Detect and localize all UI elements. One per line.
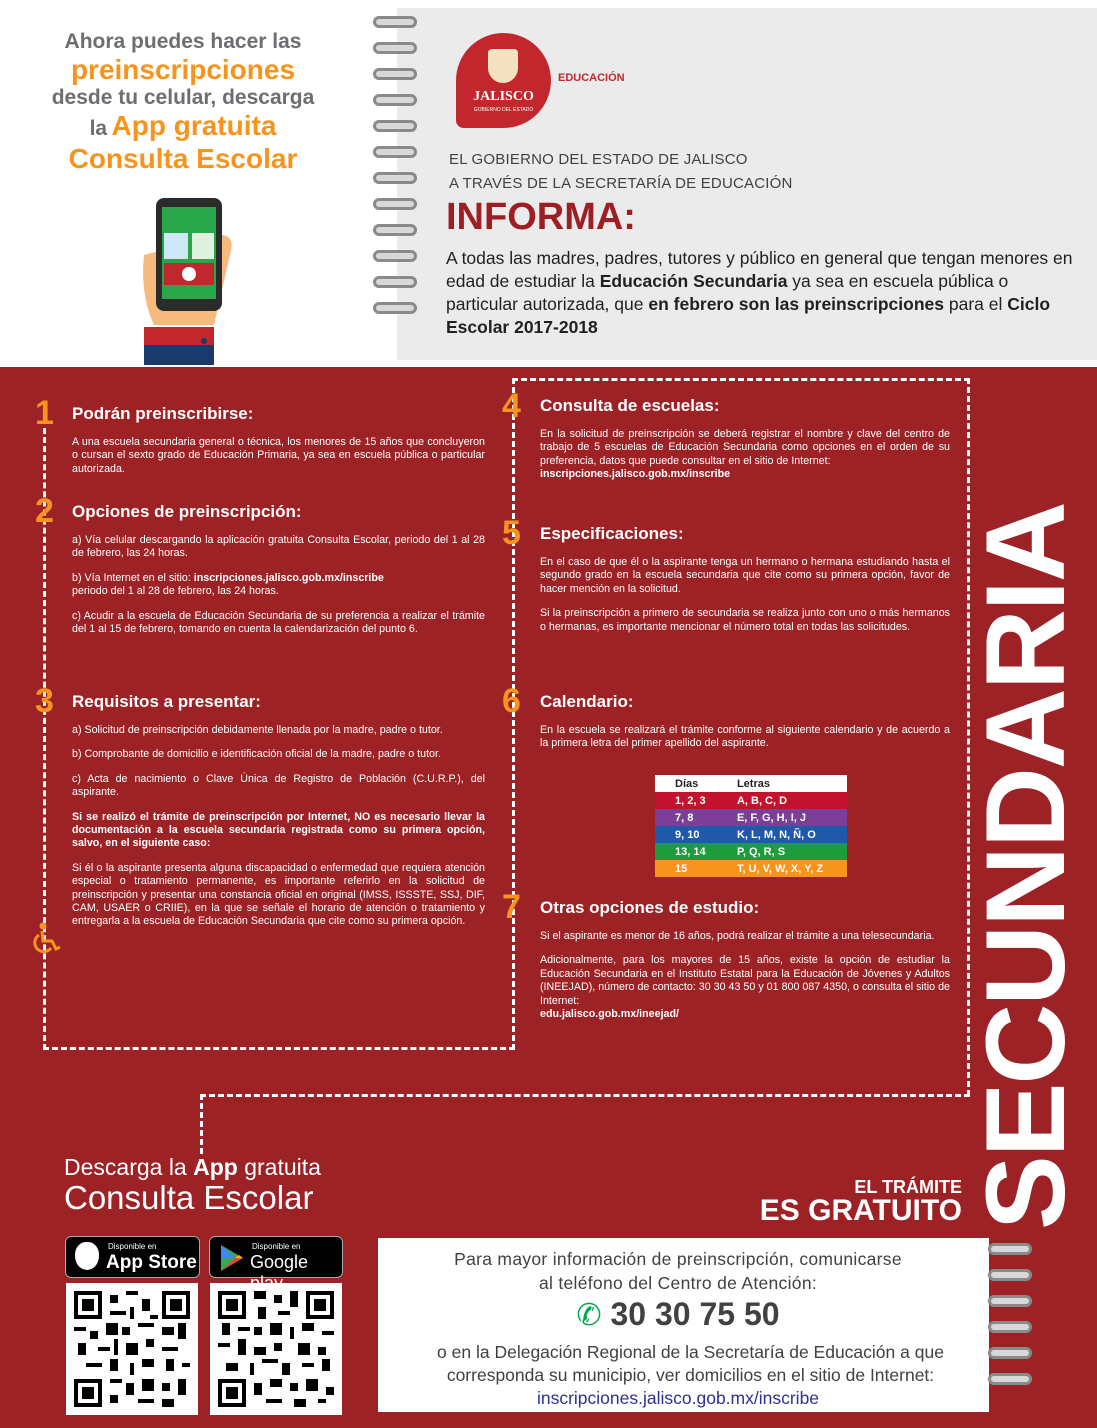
section-1 <box>72 404 485 487</box>
section-1-number: 1 <box>35 394 54 432</box>
section-1-title: Podrán preinscribirse: <box>72 404 254 423</box>
vertical-title: SECUNDARIA <box>963 503 1088 1230</box>
contact-delegation: o en la Delegación Regional de la Secretaría de Educación a que corresponda su municipio, ver domicilios en el sitio de Internet: <box>437 1342 944 1385</box>
apple-icon <box>75 1242 99 1270</box>
app-store-small: Disponible en <box>108 1242 157 1251</box>
section-5 <box>540 524 950 645</box>
download-app-name: Consulta Escolar <box>64 1179 314 1217</box>
header-letters: Letras <box>717 775 847 792</box>
section-5-text-1: En el caso de que él o la aspirante tenga un hermano o hermana estudiando hasta el segundo grado en la escuela secundaria que cite como su primera opción, favor de hacer mención en la solicitud. <box>540 556 950 595</box>
section-6-title: Calendario: <box>540 692 634 711</box>
google-play-small: Disponible en <box>252 1242 301 1251</box>
section-6 <box>540 692 950 762</box>
google-play-icon <box>219 1244 245 1272</box>
section-4-url[interactable]: inscripciones.jalisco.gob.mx/inscribe <box>540 468 731 481</box>
app-store-label: App Store <box>106 1252 197 1273</box>
spiral-binding-top <box>373 16 423 328</box>
calendar-row: 15 T, U, V, W, X, Y, Z <box>655 860 847 877</box>
spiral-binding-bottom <box>988 1243 1038 1399</box>
gov-line1: EL GOBIERNO DEL ESTADO DE JALISCO <box>449 151 748 168</box>
section-3 <box>72 692 485 940</box>
gov-line2: A TRAVÉS DE LA SECRETARÍA DE EDUCACIÓN <box>449 175 793 192</box>
section-7-url[interactable]: edu.jalisco.gob.mx/ineejad/ <box>540 1008 679 1021</box>
section-5-number: 5 <box>502 514 521 552</box>
requirement-c: c) Acta de nacimiento o Clave Única de Registro de Población (C.U.R.P.), del aspirante. <box>72 772 485 799</box>
contact-intro: Para mayor información de preinscripción, comunicarse al teléfono del Centro de Atención: <box>454 1249 902 1293</box>
jalisco-logo <box>456 33 551 128</box>
dashed-path-lower <box>200 1094 970 1097</box>
qr-code-icon <box>218 1291 334 1407</box>
section-4 <box>540 396 950 493</box>
internet-note: Si se realizó el trámite de preinscripción por Internet, NO es necesario llevar la documentación a la escuela secundaria registrada como su primera opción, salvo, en el siguiente caso: <box>72 810 485 850</box>
dashed-path-top <box>512 378 970 381</box>
option-b-text: b) Vía Internet en el sitio: inscripciones.jalisco.gob.mx/inscribe periodo del 1 al 28 de febrero, las 24 horas. <box>72 571 384 598</box>
dashed-path-down <box>200 1094 203 1154</box>
google-play-label: Google <box>250 1252 309 1272</box>
dashed-path-bottom-left <box>43 1047 515 1050</box>
logo-subtext: GOBIERNO DEL ESTADO <box>473 107 534 113</box>
section-5-title: Especificaciones: <box>540 524 684 543</box>
section-4-title: Consulta de escuelas: <box>540 396 720 415</box>
qr-code-app-store[interactable] <box>66 1283 198 1415</box>
section-6-number: 6 <box>502 682 521 720</box>
header-days: Días <box>655 775 717 792</box>
qr-code-icon <box>74 1291 190 1407</box>
calendar-row: 9, 10 K, L, M, N, Ñ, O <box>655 826 847 843</box>
promo-line5: Consulta Escolar <box>68 142 298 174</box>
requirement-b: b) Comprobante de domicilio e identificación oficial de la madre, padre o tutor. <box>72 748 441 761</box>
promo-line1: Ahora puedes hacer las <box>64 30 302 53</box>
government-text <box>449 148 793 196</box>
disability-note: Si él o la aspirante presenta alguna discapacidad o enfermedad que requiera atención especial o tratamiento permanente, es importante referirlo en la solicitud de preinscripción y presentar una constancia oficial en original (IMSS, ISSSTE, SSJ, DIF, CAM, USAER o CRIIE), en la que se señale el horario de atención o tratamiento y entregarla a la escuela de Educación Secundaria que cite como su primera opción. <box>72 861 485 928</box>
section-6-text: En la escuela se realizará el trámite conforme al siguiente calendario y de acuerdo a la primera letra del primer apellido del aspirante. <box>540 724 950 750</box>
phone-in-hand-icon <box>140 195 250 365</box>
section-2 <box>72 502 485 647</box>
promo-line4-pre: la <box>89 117 108 141</box>
section-7 <box>540 898 950 1032</box>
calendar-header <box>655 775 847 792</box>
phone-icon: ✆ <box>576 1299 602 1332</box>
tramite-line2: ES GRATUITO <box>759 1194 962 1227</box>
informa-heading: INFORMA: <box>446 196 636 238</box>
section-7-number: 7 <box>502 888 521 926</box>
logo-text: JALISCO <box>473 89 534 104</box>
option-a-text: a) Vía celular descargando la aplicación gratuita Consulta Escolar, periodo del 1 al 28 de febrero, las 24 horas. <box>72 534 485 560</box>
section-7-text-1: Si el aspirante es menor de 16 años, podrá realizar el trámite a una telesecundaria. <box>540 930 935 942</box>
section-3-number: 3 <box>35 682 54 720</box>
contact-url[interactable]: inscripciones.jalisco.gob.mx/inscribe <box>536 1388 820 1408</box>
calendar-row: 1, 2, 3 A, B, C, D <box>655 792 847 809</box>
calendar-row: 7, 8 E, F, G, H, I, J <box>655 809 847 826</box>
phone-number: 30 30 75 50 <box>610 1296 780 1332</box>
section-4-number: 4 <box>502 387 521 425</box>
section-3-title: Requisitos a presentar: <box>72 692 261 711</box>
contact-phone[interactable] <box>378 1296 978 1333</box>
app-store-button[interactable] <box>65 1236 200 1278</box>
qr-code-google-play[interactable] <box>210 1283 342 1415</box>
section-4-text: En la solicitud de preinscripción se deberá registrar el nombre y clave del centro de trabajo de 5 escuelas de Educación Secundaria como opciones en el orden de su preferencia, datos que puede consultar en el sitio de Internet: <box>540 428 950 467</box>
option-c-text: c) Acudir a la escuela de Educación Secundaria de su preferencia a realizar el trámite del 1 al 15 de febrero, tomando en cuenta la calendarización del punto 6. <box>72 609 485 636</box>
coat-of-arms-icon <box>488 49 518 83</box>
header-section <box>0 0 1097 367</box>
section-5-text-2: Si la preinscripción a primero de secundaria se realiza junto con uno o más hermanos o hermanas, es importante mencionar el número total en todas las solicitudes. <box>540 607 950 633</box>
calendar-row: 13, 14 P, Q, R, S <box>655 843 847 860</box>
option-b-url[interactable]: inscripciones.jalisco.gob.mx/inscribe <box>193 571 384 584</box>
download-app-heading: Descarga la App gratuita Consulta Escolar <box>64 1154 321 1217</box>
google-play-button[interactable] <box>209 1236 343 1278</box>
calendar-table <box>655 775 847 877</box>
education-label: EDUCACIÓN <box>558 72 625 84</box>
free-procedure-badge <box>740 1178 962 1226</box>
promo-line4-app: App gratuita <box>111 110 277 142</box>
promo-line2: preinscripciones <box>70 54 296 86</box>
section-7-text-2: Adicionalmente, para los mayores de 15 años, existe la opción de estudiar la Educación Secundaria en el Instituto Estatal para la Educación de Jóvenes y Adultos (INEEJAD), número de contacto: 30 30 43 50 y 01 800 087 4350, o consulta el sitio de Internet: <box>540 954 950 1007</box>
contact-info-box <box>378 1238 989 1412</box>
wheelchair-icon <box>33 922 63 954</box>
section-1-text: A una escuela secundaria general o técnica, los menores de 15 años que concluyeron o cursan el sexto grado de Educación Primaria, ya sea en escuela pública o particular autorizada. <box>72 436 485 475</box>
section-7-title: Otras opciones de estudio: <box>540 898 760 917</box>
promo-line3: desde tu celular, descarga <box>51 86 315 110</box>
tramite-line1: EL TRÁMITE <box>854 1177 962 1197</box>
notice-text: A todas las madres, padres, tutores y público en general que tengan menores en edad de estudiar la Educación Secundaria ya sea en escuela pública o particular autorizada, que en febrero son las preinscripciones para el Ciclo Escolar 2017-2018 <box>446 248 1073 337</box>
section-2-number: 2 <box>35 492 54 530</box>
app-promo <box>18 30 348 175</box>
requirement-a: a) Solicitud de preinscripción debidamente llenada por la madre, padre o tutor. <box>72 724 443 736</box>
section-2-title: Opciones de preinscripción: <box>72 502 302 521</box>
